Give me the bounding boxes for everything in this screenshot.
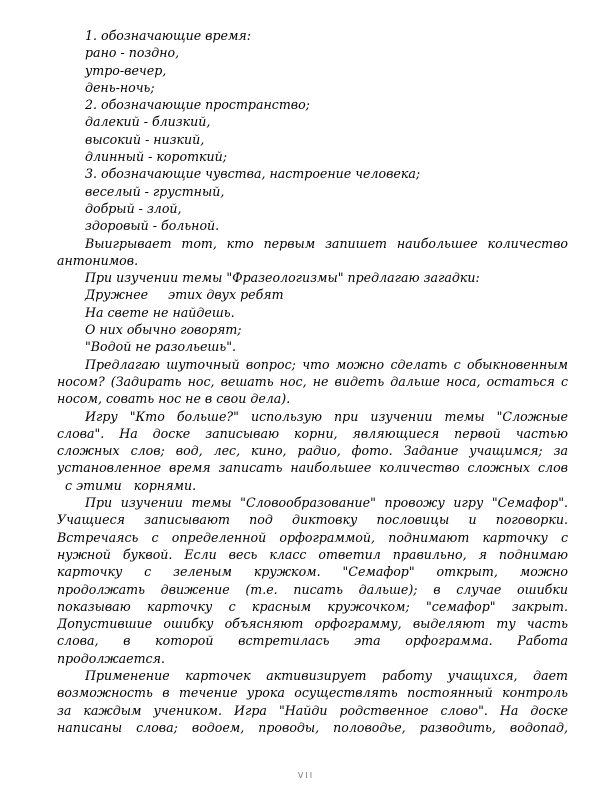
paragraph-line: карточку с зеленым кружком. "Семафор" открыт, можно — [57, 564, 568, 580]
riddle-line: О них обычно говорят; — [85, 322, 242, 338]
list-item: утро-вечер, — [85, 62, 167, 78]
page-number: VII — [297, 771, 315, 780]
paragraph-cards — [57, 667, 568, 736]
paragraph-game — [57, 408, 568, 494]
riddle-block — [57, 269, 568, 355]
paragraph-semafor — [57, 494, 568, 667]
paragraph-line: продолжается. — [57, 650, 165, 666]
paragraph-line: возможность в течение урока осуществлять постоянный контроль — [57, 685, 568, 701]
paragraph-line: сложных слов; вод, лес, кино, радио, фото. Задание учащимся; за — [57, 443, 568, 459]
list-item: день-ночь; — [85, 79, 155, 95]
paragraph-line: Предлагаю шуточный вопрос; что можно сделать с обыкновенным — [85, 356, 568, 372]
list-item: добрый - злой, — [85, 200, 182, 216]
paragraph-line: Применение карточек активизирует работу учащихся, дает — [85, 667, 568, 683]
riddle-line: "Водой не разольешь". — [85, 339, 236, 355]
paragraph-winner — [57, 235, 568, 270]
paragraph-line: за каждым учеником. Игра "Найди родственное слово". На доске — [57, 702, 568, 718]
paragraph-line: Игру "Кто больше?" использую при изучении темы "Сложные — [85, 408, 568, 424]
list-item: рано - поздно, — [85, 45, 180, 61]
riddle-line: Дружнее этих двух ребят — [85, 287, 284, 303]
paragraph-line: написаны слова; водоем, проводы, половодье, разводить, водопад, — [57, 719, 568, 735]
paragraph-line: установленное время записать наибольшее количество сложных слов — [57, 460, 568, 476]
document-page — [57, 27, 568, 736]
paragraph-line: носом? (Задирать нос, вешать нос, не видеть дальше носа, остаться с — [57, 373, 568, 389]
list-item: веселый - грустный, — [85, 183, 225, 199]
paragraph-line: слова". На доске записываю корни, являющиеся первой частью — [57, 425, 568, 441]
paragraph-line: Выигрывает тот, кто первым запишет наибольшее количество — [85, 235, 568, 251]
paragraph-line: При изучении темы "Словообразование" провожу игру "Семафор". — [85, 495, 568, 511]
paragraph-line: антонимов. — [57, 252, 139, 268]
paragraph-line: Встречаясь с определенной орфограммой, поднимают карточку с — [57, 529, 568, 545]
paragraph-line: показываю карточку с красным кружочком; "семафор" закрыт. — [57, 598, 568, 614]
list-item: длинный - короткий; — [85, 149, 228, 165]
riddle-intro: При изучении темы "Фразеологизмы" предлагаю загадки: — [85, 270, 480, 286]
paragraph-joke — [57, 356, 568, 408]
list-item: здоровый - больной. — [85, 218, 220, 234]
list-item: высокий - низкий, — [85, 131, 205, 147]
riddle-line: На свете не найдешь. — [85, 304, 235, 320]
paragraph-line: Учащиеся записывают под диктовку пословицы и поговорки. — [57, 512, 568, 528]
paragraph-line: продолжать движение (т.е. писать дальше); в случае ошибки — [57, 581, 568, 597]
paragraph-line: нужной буквой. Если весь класс ответил правильно, я поднимаю — [57, 546, 568, 562]
list-item: 1. обозначающие время: — [85, 28, 252, 43]
paragraph-line: носом, совать нос не в свои дела). — [57, 391, 291, 407]
list-item: 2. обозначающие пространство; — [85, 97, 310, 113]
paragraph-line: слова, в которой встретилась эта орфограмма. Работа — [57, 633, 568, 649]
paragraph-line: Допустившие ошибку объясняют орфограмму, выделяют ту часть — [57, 616, 568, 632]
list-item: далекий - близкий, — [85, 114, 211, 130]
list-item: 3. обозначающие чувства, настроение человека; — [85, 166, 421, 182]
paragraph-line: с этими корнями. — [57, 477, 197, 493]
antonym-list — [57, 27, 568, 235]
